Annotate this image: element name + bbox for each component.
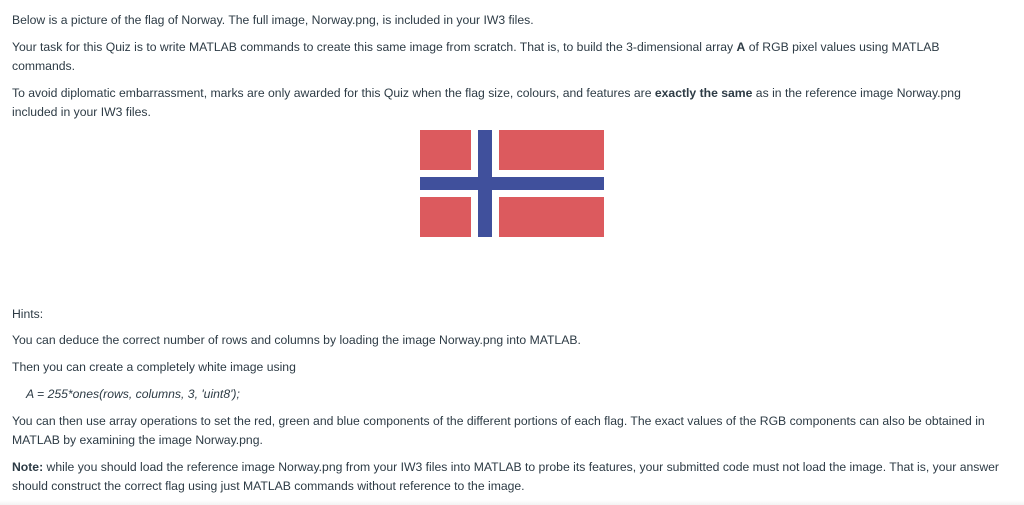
avoid-paragraph: [12, 84, 1002, 122]
note-label: Note:: [12, 460, 44, 474]
task-paragraph: [12, 38, 1002, 76]
note-text: while you should load the reference image Norway.png from your IW3 files into MATLAB to probe its features, your submitted code must not load the image. That is, your answer should construct the correct flag using just MATLAB commands without reference to the image.: [12, 460, 999, 493]
code-line: A = 255*ones(rows, columns, 3, 'uint8');: [26, 387, 240, 401]
norway-flag-svg: [420, 130, 604, 237]
hint-deduce: You can deduce the correct number of rows and columns by loading the image Norway.png into MATLAB.: [12, 333, 581, 347]
hint-array-ops: You can then use array operations to set the red, green and blue components of the different portions of each flag. The exact values of the RGB components can also be obtained in MATLAB by examining the image Norway.png.: [12, 414, 985, 447]
array-name: A: [736, 40, 746, 54]
task-text-2: of RGB pixel values using MATLAB commands.: [12, 40, 940, 73]
norway-flag-image: [420, 130, 604, 237]
avoid-text-1: To avoid diplomatic embarrassment, marks are only awarded for this Quiz when the flag size, colours, and features are: [12, 86, 655, 100]
task-text-1: Your task for this Quiz is to write MATLAB commands to create this same image from scratch. That is, to build the 3-dimensional array: [12, 40, 737, 54]
exactly-same-emphasis: exactly the same: [654, 86, 753, 100]
hint-white-image: Then you can create a completely white image using: [12, 360, 296, 374]
hints-title: Hints:: [12, 307, 44, 321]
flag-blue-horizontal-cross: [420, 177, 604, 190]
avoid-text-2: as in the reference image Norway.png included in your IW3 files.: [12, 86, 961, 119]
note-paragraph: [12, 458, 1002, 496]
intro-paragraph: Below is a picture of the flag of Norway. The full image, Norway.png, is included in your IW3 files.: [12, 13, 534, 27]
page-bottom-fade: [0, 500, 1024, 505]
